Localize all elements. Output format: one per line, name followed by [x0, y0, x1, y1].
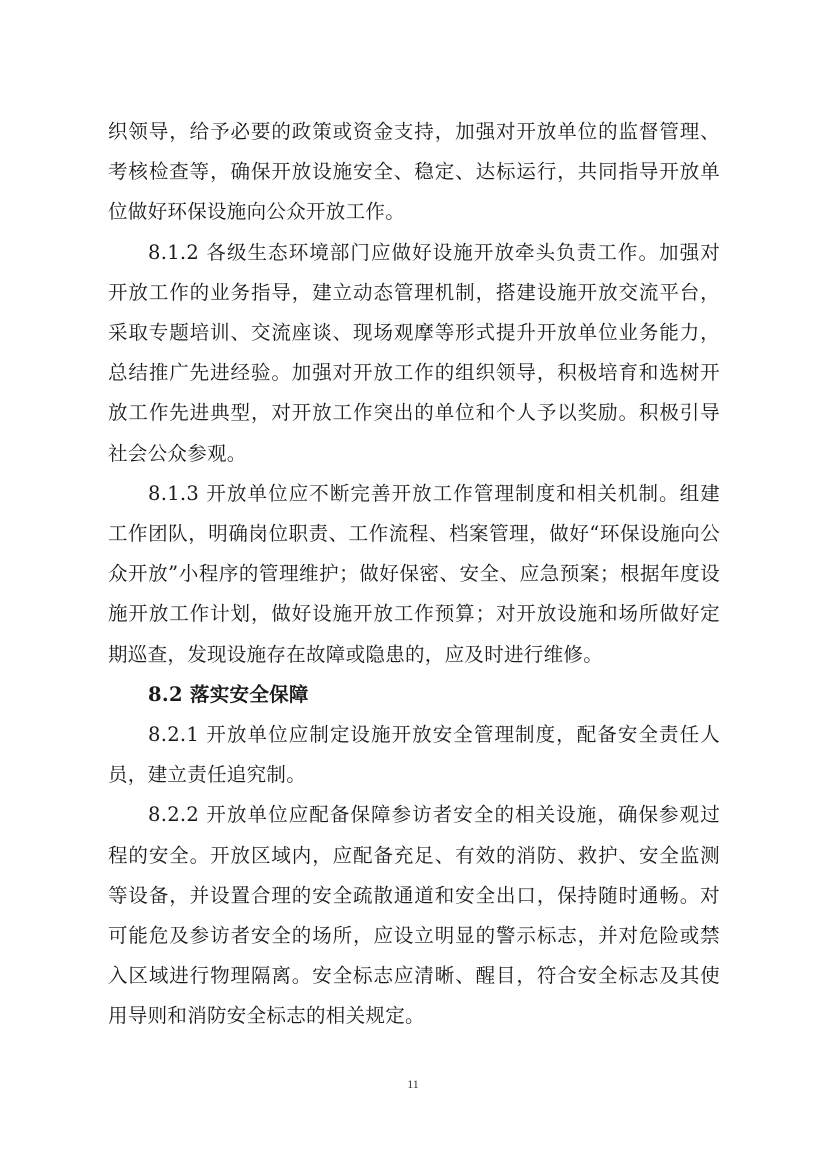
- paragraph-8-1-2: 8.1.2 各级生态环境部门应做好设施开放牵头负责工作。加强对开放工作的业务指导，建立动态管理机制，搭建设施开放交流平台，采取专题培训、交流座谈、现场观摩等形式提升开放单位业务能力，总结推广先进经验。加强对开放工作的组织领导，积极培育和选树开放工作先进典型，对开放工作突出的单位和个人予以奖励。积极引导社会公众参观。: [108, 240, 720, 465]
- body-text: [108, 112, 720, 1037]
- paragraph-continuation: 织领导，给予必要的政策或资金支持，加强对开放单位的监督管理、考核检查等，确保开放设施安全、稳定、达标运行，共同指导开放单位做好环保设施向公众开放工作。: [108, 120, 720, 224]
- paragraph-8-2-2: 8.2.2 开放单位应配备保障参访者安全的相关设施，确保参观过程的安全。开放区域内，应配备充足、有效的消防、救护、安全监测等设备，并设置合理的安全疏散通道和安全出口，保持随时通畅。对可能危及参访者安全的场所，应设立明显的警示标志，并对危险或禁入区域进行物理隔离。安全标志应清晰、醒目，符合安全标志及其使用导则和消防安全标志的相关规定。: [108, 803, 720, 1028]
- page-number: 11: [407, 1077, 419, 1091]
- paragraph-8-2-1: 8.2.1 开放单位应制定设施开放安全管理制度，配备安全责任人员，建立责任追究制。: [108, 723, 720, 787]
- paragraph-8-1-3: 8.1.3 开放单位应不断完善开放工作管理制度和相关机制。组建工作团队，明确岗位职责、工作流程、档案管理，做好“环保设施向公众开放”小程序的管理维护；做好保密、安全、应急预案；根据年度设施开放工作计划，做好设施开放工作预算；对开放设施和场所做好定期巡查，发现设施存在故障或隐患的，应及时进行维修。: [108, 481, 720, 666]
- section-heading-8-2: 8.2 落实安全保障: [148, 682, 309, 706]
